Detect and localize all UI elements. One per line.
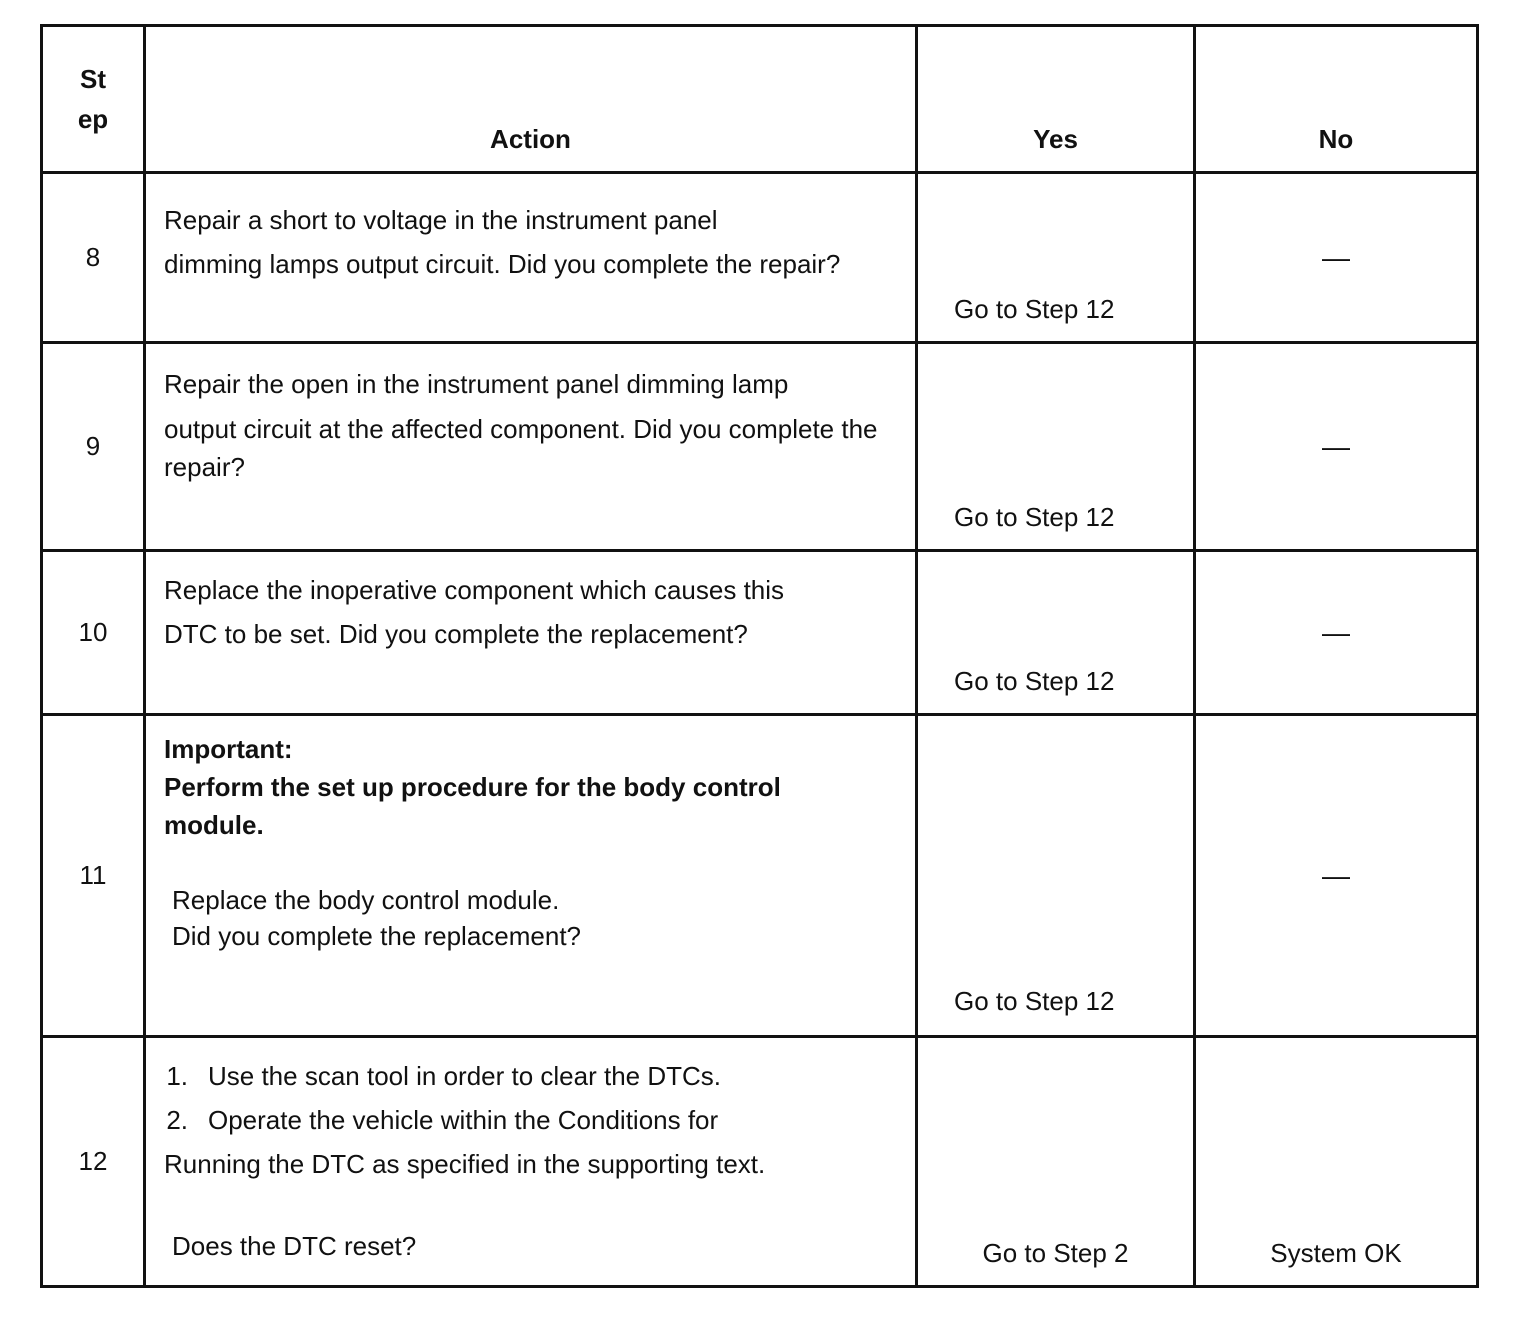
table-row	[42, 715, 1478, 1037]
no-cell	[1195, 551, 1478, 715]
no-result: System OK	[1270, 1237, 1402, 1268]
action-line: DTC to be set. Did you complete the replacement?	[164, 619, 748, 649]
table-row	[42, 1037, 1478, 1287]
yes-cell	[917, 551, 1195, 715]
important-text: module.	[164, 810, 264, 840]
header-step-line1: St	[80, 64, 106, 94]
action-cell	[145, 173, 917, 343]
action-line: Running the DTC as specified in the supporting text.	[164, 1149, 766, 1179]
header-yes: Yes	[917, 26, 1195, 173]
action-cell	[145, 715, 917, 1037]
step-number: 10	[42, 551, 145, 715]
header-no: No	[1195, 26, 1478, 173]
action-cell	[145, 343, 917, 551]
yes-result: Go to Step 2	[982, 1237, 1129, 1268]
yes-result: Go to Step 12	[954, 501, 1115, 532]
table-row	[42, 173, 1478, 343]
yes-result: Go to Step 12	[954, 293, 1115, 324]
yes-cell	[917, 1037, 1195, 1287]
step-number: 8	[42, 173, 145, 343]
action-cell	[145, 551, 917, 715]
no-cell	[1195, 173, 1478, 343]
header-step	[42, 26, 145, 173]
no-cell	[1195, 343, 1478, 551]
action-cell	[145, 1037, 917, 1287]
header-row	[42, 26, 1478, 173]
diagnostic-table	[40, 24, 1479, 1288]
list-text: Use the scan tool in order to clear the DTCs.	[208, 1061, 722, 1091]
no-cell	[1195, 715, 1478, 1037]
important-label: Important:	[164, 734, 293, 764]
yes-result: Go to Step 12	[954, 985, 1115, 1016]
yes-cell	[917, 715, 1195, 1037]
yes-cell	[917, 173, 1195, 343]
header-action: Action	[145, 26, 917, 173]
yes-cell	[917, 343, 1195, 551]
table-row	[42, 343, 1478, 551]
action-line: Replace the body control module.	[172, 885, 560, 915]
header-step-line2: ep	[77, 104, 109, 134]
no-result: —	[1322, 616, 1350, 648]
action-line: repair?	[164, 452, 245, 482]
no-result: —	[1322, 430, 1350, 462]
step-number: 9	[42, 343, 145, 551]
no-result: —	[1322, 859, 1350, 891]
action-line: Did you complete the replacement?	[172, 921, 582, 951]
action-line: Repair a short to voltage in the instrument panel	[164, 205, 718, 235]
yes-result: Go to Step 12	[954, 665, 1115, 696]
list-item	[160, 1054, 909, 1098]
no-result: —	[1322, 241, 1350, 273]
question-text: Does the DTC reset?	[172, 1231, 417, 1261]
action-line: output circuit at the affected component. Did you complete the	[164, 414, 878, 444]
step-number: 12	[42, 1037, 145, 1287]
important-text: Perform the set up procedure for the body control	[164, 772, 781, 802]
no-cell	[1195, 1037, 1478, 1287]
list-number: 1.	[166, 1061, 188, 1091]
action-line: Repair the open in the instrument panel dimming lamp	[164, 369, 789, 399]
table-row	[42, 551, 1478, 715]
action-line: dimming lamps output circuit. Did you complete the repair?	[164, 249, 841, 279]
list-number: 2.	[166, 1105, 188, 1135]
step-number: 11	[42, 715, 145, 1037]
action-line: Replace the inoperative component which causes this	[164, 575, 785, 605]
list-text: Operate the vehicle within the Conditions for	[208, 1105, 719, 1135]
list-item	[160, 1098, 909, 1142]
